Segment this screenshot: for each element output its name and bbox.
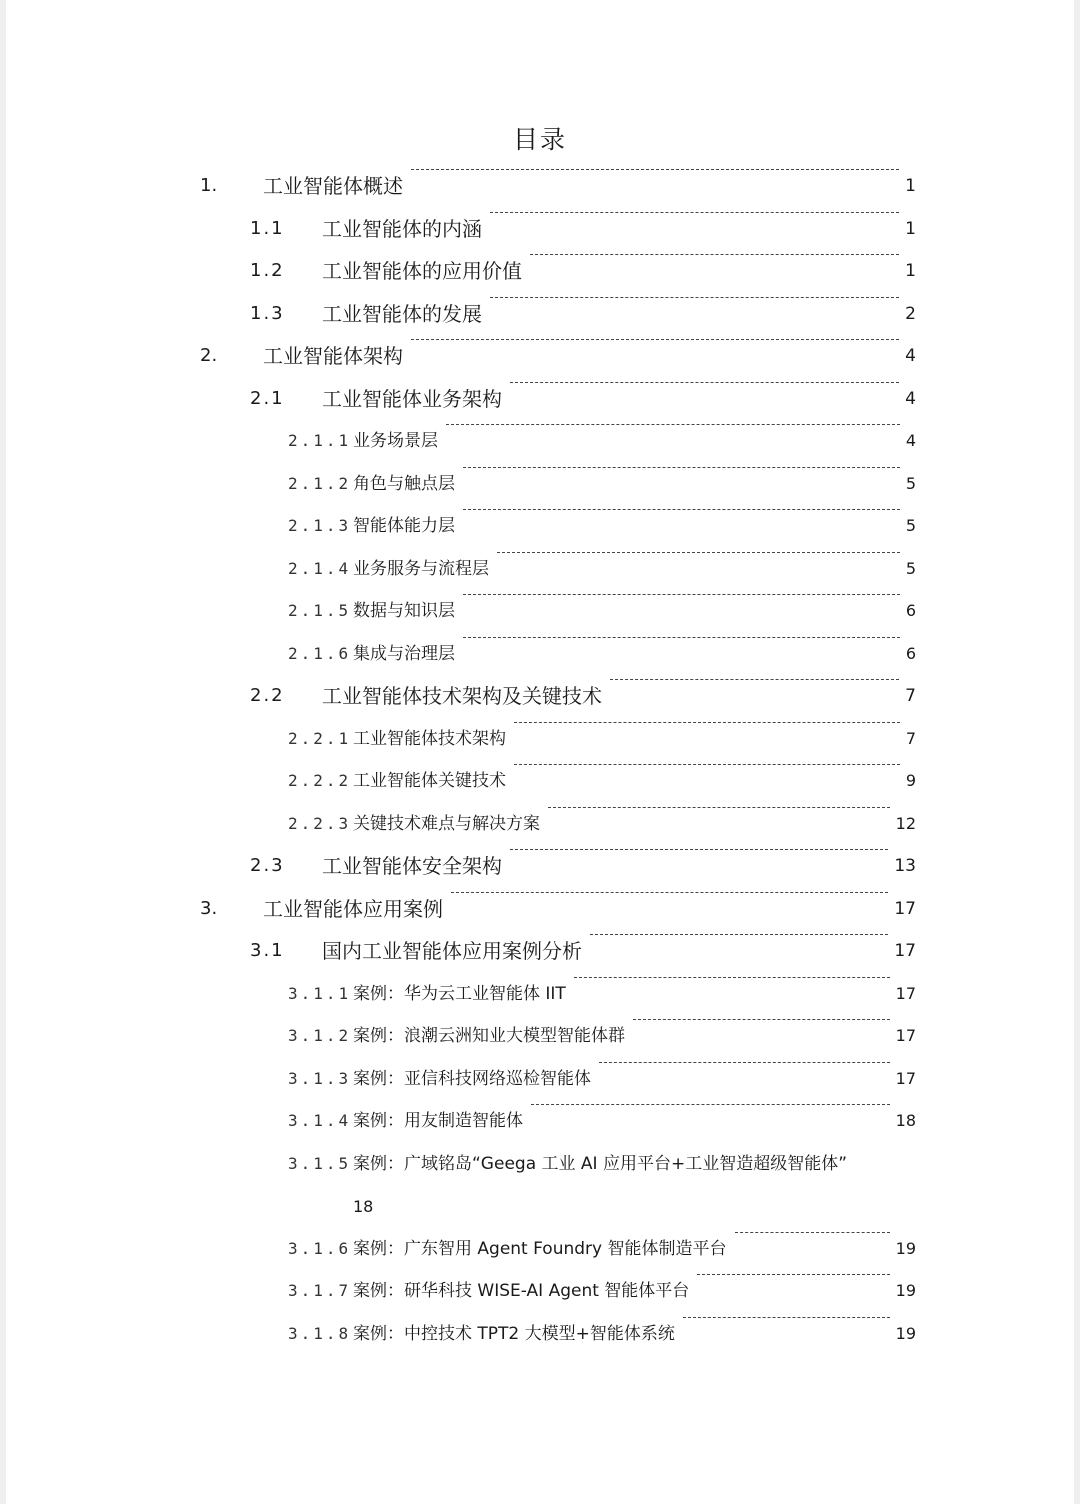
toc-entry-title: 角色与触点层 [353, 474, 455, 494]
toc-entry-title: 案例：华为云工业智能体 IIT [353, 984, 566, 1004]
toc-leader-dots [548, 807, 890, 808]
toc-entry-number: 1.3 [250, 303, 285, 324]
toc-leader-dots [735, 1232, 890, 1233]
toc-entry[interactable] [0, 1274, 1080, 1308]
toc-entry-page: 9 [905, 771, 916, 790]
toc-leader-dots [510, 382, 899, 383]
toc-leader-dots [610, 679, 899, 680]
toc-entry-page: 4 [905, 431, 916, 450]
toc-entry-page: 5 [905, 559, 916, 578]
toc-entry-page: 19 [895, 1239, 916, 1258]
toc-entry[interactable] [0, 424, 1080, 458]
toc-entry[interactable] [0, 1019, 1080, 1053]
toc-leader-dots [633, 1019, 890, 1020]
toc-leader-dots [411, 169, 899, 170]
toc-leader-dots [683, 1317, 890, 1318]
toc-entry-title: 案例：用友制造智能体 [353, 1111, 523, 1131]
toc-leader-dots [590, 934, 888, 935]
toc-entry[interactable] [0, 1317, 1080, 1351]
toc-entry-title: 案例：研华科技 WISE-AI Agent 智能体平台 [353, 1281, 690, 1301]
toc-entry-page: 1 [905, 176, 916, 196]
toc-leader-dots [697, 1274, 890, 1275]
toc-entry[interactable] [0, 169, 1080, 203]
toc-entry[interactable] [0, 509, 1080, 543]
toc-entry-page: 1 [905, 219, 916, 239]
toc-entry-number: 3.1.6 [288, 1239, 352, 1258]
toc-entry-title: 工业智能体业务架构 [322, 387, 502, 411]
toc-entry-title: 工业智能体关键技术 [353, 771, 506, 791]
toc-entry-page: 6 [905, 601, 916, 620]
toc-entry[interactable] [0, 807, 1080, 841]
toc-entry-page: 18 [353, 1196, 374, 1216]
toc-entry-number: 2.2.2 [288, 771, 352, 790]
toc-entry-title: 案例：广域铭岛“Geega 工业 AI 应用平台+工业智造超级智能体” [353, 1154, 848, 1174]
toc-entry-title: 工业智能体技术架构及关键技术 [322, 684, 602, 708]
toc-entry-page: 17 [895, 1069, 916, 1088]
toc-entry[interactable] [0, 934, 1080, 968]
toc-leader-dots [463, 637, 900, 638]
toc-leader-dots [463, 509, 900, 510]
toc-entry-page: 12 [895, 814, 916, 833]
toc-entry-title: 业务服务与流程层 [353, 559, 489, 579]
toc-leader-dots [446, 424, 900, 425]
toc-entry-title: 工业智能体的内涵 [322, 217, 482, 241]
toc-entry[interactable] [0, 722, 1080, 756]
toc-leader-dots [530, 254, 899, 255]
toc-entry-number: 3.1.4 [288, 1111, 352, 1130]
toc-entry[interactable] [0, 1104, 1080, 1138]
toc-leader-dots [497, 552, 900, 553]
toc-leader-dots [531, 1104, 890, 1105]
toc-entry-number: 3.1.5 [288, 1154, 352, 1173]
toc-entry-number: 2. [200, 345, 218, 366]
toc-entry[interactable] [0, 552, 1080, 586]
toc-entry-page: 2 [905, 304, 916, 324]
toc-entry-title: 工业智能体技术架构 [353, 729, 506, 749]
toc-entry-title: 关键技术难点与解决方案 [353, 814, 540, 834]
toc-entry[interactable] [0, 594, 1080, 628]
toc-entry-title: 工业智能体的发展 [322, 302, 482, 326]
toc-entry-number: 2.3 [250, 855, 285, 876]
toc-leader-dots [514, 722, 900, 723]
toc-entry[interactable] [0, 1232, 1080, 1266]
toc-leader-dots [490, 297, 899, 298]
toc-entry-title: 数据与知识层 [353, 601, 455, 621]
toc-entry-number: 1.2 [250, 260, 285, 281]
toc-entry-title: 业务场景层 [353, 431, 438, 451]
toc-leader-dots [490, 212, 899, 213]
toc-entry[interactable] [0, 977, 1080, 1011]
toc-entry-page: 19 [895, 1281, 916, 1300]
toc-entry[interactable] [0, 679, 1080, 713]
toc-entry[interactable] [0, 467, 1080, 501]
toc-leader-dots [411, 339, 899, 340]
toc-entry[interactable] [0, 297, 1080, 331]
toc-entry[interactable] [0, 212, 1080, 246]
toc-leader-dots [514, 764, 900, 765]
toc-entry-page: 7 [905, 686, 916, 706]
toc-entry-page: 19 [895, 1324, 916, 1343]
toc-entry[interactable] [0, 1062, 1080, 1096]
toc-entry-page: 4 [905, 346, 916, 366]
toc-entry[interactable] [0, 849, 1080, 883]
toc-entry-number: 3.1.8 [288, 1324, 352, 1343]
toc-entry-title: 案例：亚信科技网络巡检智能体 [353, 1069, 591, 1089]
toc-entry-number: 3.1.1 [288, 984, 352, 1003]
toc-entry-title: 智能体能力层 [353, 516, 455, 536]
toc-entry-number: 3.1 [250, 940, 285, 961]
toc-entry[interactable] [0, 1147, 1080, 1181]
toc-entry-page: 13 [894, 856, 916, 876]
toc-entry-number: 1.1 [250, 218, 285, 239]
toc-entry-number: 3.1.7 [288, 1281, 352, 1300]
toc-entry-title: 工业智能体应用案例 [263, 897, 443, 921]
toc-entry-page: 6 [905, 644, 916, 663]
toc-entry-number: 2.2.3 [288, 814, 352, 833]
toc-entry-number: 2.1.6 [288, 644, 352, 663]
toc-entry-page: 18 [895, 1111, 916, 1130]
toc-entry[interactable] [0, 892, 1080, 926]
toc-entry[interactable] [0, 339, 1080, 373]
toc-entry-number: 1. [200, 175, 218, 196]
toc-leader-dots [463, 594, 900, 595]
toc-entry-number: 2.1.5 [288, 601, 352, 620]
toc-entry-number: 2.2.1 [288, 729, 352, 748]
toc-entry-number: 3.1.2 [288, 1026, 352, 1045]
toc-entry-title: 集成与治理层 [353, 644, 455, 664]
toc-leader-dots [463, 467, 900, 468]
toc-entry-number: 2.1 [250, 388, 285, 409]
toc-entry-number: 3. [200, 898, 218, 919]
toc-entry-number: 2.2 [250, 685, 285, 706]
toc-leader-dots [510, 849, 888, 850]
toc-entry-page: 4 [905, 389, 916, 409]
toc-entry-number: 2.1.4 [288, 559, 352, 578]
toc-entry-page: 5 [905, 516, 916, 535]
toc-entry-page: 7 [905, 729, 916, 748]
toc-entry[interactable] [0, 764, 1080, 798]
toc-entry-number: 3.1.3 [288, 1069, 352, 1088]
page-title: 目录 [512, 125, 567, 154]
toc-entry-page: 17 [895, 1026, 916, 1045]
toc-leader-dots [599, 1062, 890, 1063]
toc-entry-page: 17 [895, 984, 916, 1003]
toc-entry-number: 2.1.1 [288, 431, 352, 450]
toc-entry-title: 国内工业智能体应用案例分析 [322, 939, 582, 963]
toc-entry-page: 1 [905, 261, 916, 281]
toc-entry-title: 案例：广东智用 Agent Foundry 智能体制造平台 [353, 1239, 727, 1259]
toc-leader-dots [451, 892, 888, 893]
toc-entry-title: 工业智能体概述 [263, 174, 403, 198]
toc-entry-number: 2.1.3 [288, 516, 352, 535]
toc-entry[interactable] [0, 382, 1080, 416]
toc-entry[interactable] [0, 254, 1080, 288]
toc-entry-title: 案例：中控技术 TPT2 大模型+智能体系统 [353, 1324, 675, 1344]
toc-entry-page: 5 [905, 474, 916, 493]
toc-entry[interactable] [0, 637, 1080, 671]
toc-entry-number: 2.1.2 [288, 474, 352, 493]
toc-entry-title: 工业智能体架构 [263, 344, 403, 368]
toc-entry-title: 工业智能体安全架构 [322, 854, 502, 878]
toc-entry-title: 工业智能体的应用价值 [322, 259, 522, 283]
toc-entry-page: 17 [894, 941, 916, 961]
toc-entry-page: 17 [894, 899, 916, 919]
toc-entry-title: 案例：浪潮云洲知业大模型智能体群 [353, 1026, 625, 1046]
toc-leader-dots [574, 977, 890, 978]
